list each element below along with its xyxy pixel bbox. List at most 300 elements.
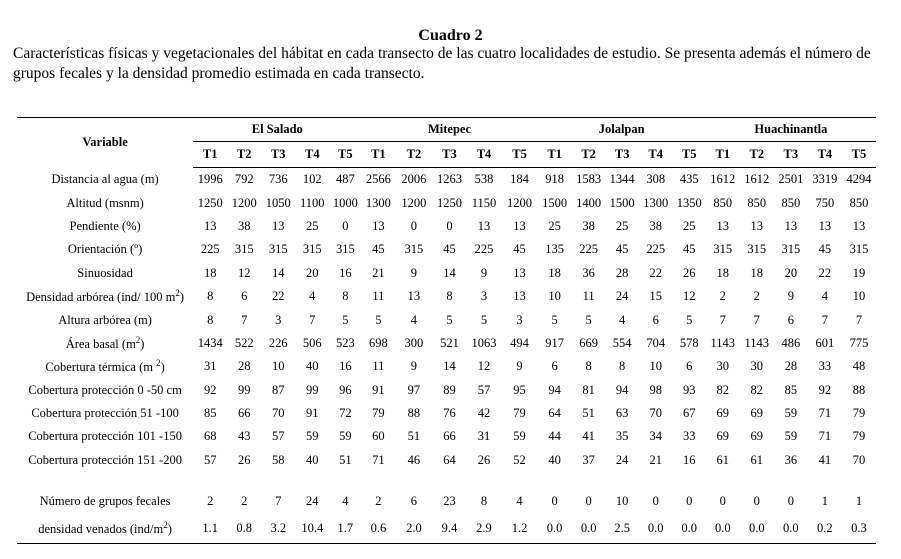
table-cell: 25 [682, 218, 696, 233]
table-cell: 71 [372, 452, 385, 467]
table-cell: 315 [781, 242, 801, 257]
table-cell: 45 [372, 242, 385, 257]
row-label-text: Altura arbórea (m) [58, 312, 152, 327]
transect-header: T2 [227, 142, 261, 168]
table-cell: 3319 [812, 172, 838, 187]
table-cell: 9 [516, 359, 523, 374]
transect-header: T5 [673, 142, 706, 168]
table-cell: 850 [849, 195, 869, 210]
table-cell: 225 [474, 242, 494, 257]
table-cell: 521 [440, 335, 459, 350]
unit-superscript: 2 [175, 288, 180, 299]
table-cell: 850 [713, 195, 733, 210]
table-cell: 1500 [609, 195, 635, 210]
unit-superscript: 2 [156, 358, 161, 369]
table-cell: 59 [784, 406, 798, 421]
table-cell: 315 [849, 242, 869, 257]
table-cell: 40 [306, 452, 319, 467]
table-cell: 487 [335, 172, 355, 187]
table-cell: 1150 [471, 195, 497, 210]
table-cell: 18 [203, 265, 217, 280]
table-cell: 669 [579, 335, 599, 350]
table-cell: 10 [615, 493, 629, 508]
row-label-text: Altitud (msnm) [66, 195, 144, 210]
table-cell: 88 [407, 406, 421, 421]
table-cell: 0.0 [572, 513, 606, 544]
table-cell: 2 [753, 289, 760, 304]
table-cell: 6 [652, 312, 659, 327]
table-row [17, 513, 876, 544]
table-cell: 4 [821, 289, 828, 304]
table-cell: 184 [510, 172, 529, 187]
table-cell: 4 [342, 493, 349, 508]
table-cell: 40 [306, 359, 319, 374]
table-cell: 1263 [436, 172, 462, 187]
table-cell: 24 [615, 289, 629, 304]
table-cell: 61 [716, 452, 730, 467]
table-cell: 13 [852, 218, 866, 233]
transect-header: T1 [361, 142, 395, 168]
table-cell: 25 [548, 218, 561, 233]
row-label [17, 355, 193, 378]
table-cell: 1400 [576, 195, 602, 210]
table-cell: 31 [477, 429, 491, 444]
table-cell: 64 [548, 406, 561, 421]
locality-header-row [17, 118, 876, 142]
table-cell: 72 [339, 406, 352, 421]
table-cell: 7 [821, 312, 828, 327]
table-cell: 2 [375, 493, 382, 508]
table-row [17, 168, 876, 192]
table-cell: 1500 [542, 195, 568, 210]
table-cell: 1300 [643, 195, 669, 210]
table-cell: 57 [477, 382, 491, 397]
table-cell: 13 [407, 289, 421, 304]
table-cell: 6 [686, 359, 693, 374]
table-cell: 1 [821, 493, 828, 508]
row-label-text: Cobertura protección 0 -50 cm [28, 382, 182, 397]
table-cell: 45 [513, 242, 526, 257]
table-cell: 69 [750, 406, 764, 421]
row-label [17, 332, 193, 355]
table-cell: 315 [404, 242, 424, 257]
table-cell: 23 [443, 493, 456, 508]
table-cell: 21 [649, 452, 662, 467]
table-cell: 538 [474, 172, 494, 187]
row-label [17, 308, 193, 331]
table-cell: 68 [203, 429, 217, 444]
table-cell: 13 [372, 218, 385, 233]
transect-header: T5 [842, 142, 876, 168]
table-cell: 13 [477, 218, 491, 233]
table-cell: 300 [404, 335, 424, 350]
locality-header: Mitepec [361, 118, 537, 142]
table-cell: 2.5 [606, 513, 639, 544]
table-cell: 315 [302, 242, 322, 257]
table-cell: 36 [784, 452, 798, 467]
table-cell: 14 [272, 265, 285, 280]
table-cell: 28 [615, 265, 629, 280]
table-cell: 11 [372, 289, 385, 304]
table-cell: 8 [342, 289, 349, 304]
table-cell: 40 [548, 452, 561, 467]
table-cell: 51 [407, 429, 421, 444]
table-cell: 48 [852, 359, 866, 374]
table-cell: 1200 [231, 195, 257, 210]
table-cell: 38 [237, 218, 251, 233]
table-cell: 13 [818, 218, 832, 233]
locality-header: Jolalpan [538, 118, 706, 142]
table-cell: 102 [302, 172, 322, 187]
table-cell: 9.4 [432, 513, 466, 544]
table-cell: 494 [510, 335, 529, 350]
table-cell: 20 [784, 265, 798, 280]
table-cell: 601 [815, 335, 835, 350]
transect-header: T5 [502, 142, 538, 168]
row-label-suffix: ) [140, 337, 145, 351]
table-row [17, 402, 876, 425]
table-cell: 10.4 [295, 513, 329, 544]
table-cell: 76 [443, 406, 456, 421]
table-cell: 79 [852, 406, 866, 421]
table-cell: 0.0 [673, 513, 706, 544]
table-cell: 5 [585, 312, 592, 327]
table-cell: 79 [852, 429, 866, 444]
table-cell: 1100 [300, 195, 325, 210]
table-cell: 0.6 [361, 513, 395, 544]
table-cell: 10 [272, 359, 285, 374]
table-cell: 37 [582, 452, 595, 467]
table-cell: 51 [582, 406, 595, 421]
row-label [17, 285, 193, 308]
table-cell: 26 [682, 265, 696, 280]
table-cell: 99 [306, 382, 319, 397]
table-cell: 59 [513, 429, 526, 444]
table-cell: 315 [713, 242, 733, 257]
table-cell: 2006 [401, 172, 427, 187]
table-cell: 12 [237, 265, 251, 280]
table-cell: 11 [372, 359, 385, 374]
row-label [17, 513, 193, 544]
table-cell: 4 [410, 312, 418, 327]
table-cell: 10 [852, 289, 866, 304]
transect-header: T4 [808, 142, 842, 168]
row-label [17, 379, 193, 402]
table-cell: 12 [477, 359, 491, 374]
table-cell: 1.1 [193, 513, 227, 544]
table-cell: 71 [818, 429, 832, 444]
table-cell: 486 [781, 335, 801, 350]
table-cell: 0 [787, 493, 794, 508]
table-cell: 25 [615, 218, 629, 233]
row-label-text: Área basal (m [65, 337, 136, 351]
table-cell: 5 [686, 312, 693, 327]
table-cell: 4 [309, 289, 316, 304]
table-cell: 1612 [744, 172, 770, 187]
table-cell: 1143 [710, 335, 736, 350]
table-cell: 52 [513, 452, 526, 467]
table-cell: 81 [582, 382, 595, 397]
table-cell: 5 [446, 312, 453, 327]
table-cell: 13 [513, 218, 526, 233]
table-cell: 0 [719, 493, 726, 508]
table-cell: 42 [477, 406, 491, 421]
table-cell: 7 [719, 312, 726, 327]
table-cell: 5 [342, 312, 349, 327]
table-cell: 0 [686, 493, 693, 508]
row-label-text: Cobertura protección 101 -150 [28, 429, 182, 444]
row-label [17, 262, 193, 285]
row-label-suffix: ) [167, 521, 172, 536]
table-cell: 57 [203, 452, 217, 467]
table-cell: 24 [615, 452, 629, 467]
row-label [17, 489, 193, 513]
table-cell: 1 [855, 493, 863, 508]
table-cell: 43 [237, 429, 251, 444]
table-cell: 92 [818, 382, 832, 397]
table-cell: 4 [619, 312, 626, 327]
table-cell: 95 [513, 382, 526, 397]
table-row [17, 489, 876, 513]
table-cell: 1.2 [502, 513, 538, 544]
transect-header: T2 [572, 142, 606, 168]
table-cell: 1583 [576, 172, 602, 187]
table-cell: 12 [682, 289, 696, 304]
table-row [17, 355, 876, 378]
table-cell: 33 [682, 429, 696, 444]
table-cell: 10 [649, 359, 662, 374]
table-cell: 35 [615, 429, 629, 444]
table-cell: 89 [443, 382, 456, 397]
table-cell: 704 [646, 335, 666, 350]
table-cell: 698 [369, 335, 388, 350]
table-cell: 13 [203, 218, 217, 233]
table-cell: 315 [234, 242, 254, 257]
locality-header: El Salado [193, 118, 361, 142]
table-cell: 0.0 [774, 513, 808, 544]
table-cell: 94 [615, 382, 629, 397]
table-cell: 9 [480, 265, 488, 280]
table-cell: 82 [716, 382, 730, 397]
row-label-text: Distancia al agua (m) [51, 171, 159, 186]
table-cell: 2 [207, 493, 214, 508]
table-cell: 10 [548, 289, 561, 304]
table-cell: 26 [237, 452, 251, 467]
table-cell: 92 [203, 382, 217, 397]
table-cell: 775 [849, 335, 869, 350]
transect-header: T3 [261, 142, 295, 168]
table-cell: 59 [784, 429, 798, 444]
table-cell: 850 [747, 195, 767, 210]
row-label-text: densidad venados (ind/m [38, 521, 164, 536]
table-cell: 34 [649, 429, 662, 444]
table-cell: 45 [682, 242, 696, 257]
table-cell: 8 [480, 493, 488, 508]
table-cell: 58 [272, 452, 285, 467]
table-cell: 60 [372, 429, 385, 444]
table-cell: 30 [750, 359, 764, 374]
table-cell: 46 [407, 452, 421, 467]
table-cell: 578 [679, 335, 699, 350]
row-label-suffix: ) [179, 290, 185, 305]
table-cell: 1143 [744, 335, 770, 350]
table-cell: 1350 [676, 195, 702, 210]
table-cell: 0.8 [227, 513, 261, 544]
table-cell: 9 [410, 359, 418, 374]
table-cell: 2 [719, 289, 726, 304]
table-cell: 70 [272, 406, 285, 421]
table-cell: 66 [237, 406, 251, 421]
table-cell: 98 [649, 382, 662, 397]
table-cell: 45 [443, 242, 456, 257]
table-cell: 8 [446, 289, 453, 304]
unit-superscript: 2 [163, 519, 168, 530]
table-cell: 85 [784, 382, 798, 397]
table-cell: 1612 [710, 172, 736, 187]
table-cell: 13 [784, 218, 798, 233]
table-cell: 1250 [436, 195, 462, 210]
table-cell: 1200 [507, 195, 533, 210]
table-cell: 13 [513, 265, 526, 280]
table-cell: 225 [579, 242, 599, 257]
table-cell: 1250 [197, 195, 223, 210]
table-cell: 0.0 [639, 513, 673, 544]
table-cell: 315 [747, 242, 767, 257]
table-cell: 506 [302, 335, 322, 350]
table-cell: 7 [241, 312, 248, 327]
table-cell: 4 [516, 493, 523, 508]
table-cell: 25 [306, 218, 319, 233]
table-cell: 26 [477, 452, 491, 467]
table-cell: 97 [407, 382, 421, 397]
table-cell: 7 [275, 493, 282, 508]
table-cell: 6 [410, 493, 418, 508]
table-cell: 0.2 [808, 513, 842, 544]
table-cell: 18 [750, 265, 764, 280]
table-cell: 71 [818, 406, 832, 421]
table-cell: 69 [716, 406, 730, 421]
table-cell: 24 [306, 493, 319, 508]
transect-header: T3 [774, 142, 808, 168]
table-cell: 59 [339, 429, 352, 444]
table-row [17, 379, 876, 402]
table-cell: 8 [207, 289, 214, 304]
table-cell: 14 [443, 359, 456, 374]
table-cell: 2 [241, 493, 248, 508]
table-cell: 45 [818, 242, 832, 257]
table-cell: 59 [306, 429, 319, 444]
table-cell: 0 [753, 493, 760, 508]
table-cell: 135 [545, 242, 564, 257]
table-row [17, 425, 876, 448]
table-cell: 31 [203, 359, 217, 374]
table-cell: 1996 [197, 172, 223, 187]
table-cell: 22 [818, 265, 832, 280]
unit-superscript: 2 [135, 334, 141, 345]
table-row [17, 238, 876, 261]
table-cell: 792 [234, 172, 254, 187]
table-cell: 16 [339, 359, 352, 374]
table-cell: 70 [649, 406, 662, 421]
table-cell: 57 [272, 429, 285, 444]
table-cell: 38 [649, 218, 662, 233]
table-row [17, 308, 876, 331]
table-cell: 2.9 [466, 513, 501, 544]
table-cell: 96 [339, 382, 352, 397]
table-cell: 1050 [265, 195, 291, 210]
spacer-cell [17, 472, 876, 489]
locality-header: Huachinantla [706, 118, 876, 142]
table-caption: Características físicas y vegetacionales del hábitat en cada transecto de las cuatro localidades de estudio. Se presenta además el número de grupos fecales y la densidad promedio estimada en cada transecto. [13, 45, 871, 82]
table-cell: 1434 [197, 335, 223, 350]
row-label [17, 168, 193, 192]
table-cell: 1344 [609, 172, 635, 187]
row-label [17, 215, 193, 238]
table-cell: 6 [241, 289, 248, 304]
transect-header: T5 [329, 142, 361, 168]
transect-header: T2 [740, 142, 774, 168]
table-cell: 15 [649, 289, 662, 304]
table-cell: 308 [646, 172, 666, 187]
table-cell: 7 [309, 312, 316, 327]
transect-header: T1 [706, 142, 740, 168]
table-cell: 225 [200, 242, 220, 257]
table-cell: 554 [612, 335, 632, 350]
table-cell: 1200 [401, 195, 427, 210]
table-cell: 8 [585, 359, 592, 374]
table-cell: 0 [342, 218, 349, 233]
table-cell: 3 [275, 312, 282, 327]
transect-header: T4 [295, 142, 329, 168]
table-cell: 0.3 [842, 513, 876, 544]
table-cell: 13 [272, 218, 285, 233]
table-cell: 88 [852, 382, 866, 397]
table-cell: 7 [855, 312, 863, 327]
table-cell: 91 [372, 382, 385, 397]
table-cell: 917 [545, 335, 564, 350]
table-cell: 63 [615, 406, 629, 421]
transect-header: T2 [395, 142, 432, 168]
table-cell: 69 [750, 429, 764, 444]
table-row [17, 262, 876, 285]
row-label-text: Cobertura protección 51 -100 [31, 406, 179, 421]
table-cell: 5 [551, 312, 558, 327]
table-cell: 225 [646, 242, 666, 257]
table-cell: 2566 [365, 172, 391, 187]
table-cell: 1.7 [329, 513, 361, 544]
table-cell: 18 [716, 265, 730, 280]
row-label [17, 402, 193, 425]
table-cell: 79 [513, 406, 526, 421]
table-cell: 61 [750, 452, 764, 467]
row-label-suffix: ) [160, 360, 165, 375]
table-cell: 0 [585, 493, 592, 508]
table-row [17, 285, 876, 308]
table-cell: 2.0 [395, 513, 432, 544]
table-cell: 28 [237, 359, 251, 374]
table-cell: 0.0 [706, 513, 740, 544]
spacer-row [17, 472, 876, 489]
row-label [17, 425, 193, 448]
table-cell: 67 [682, 406, 696, 421]
table-cell: 99 [237, 382, 251, 397]
table-cell: 21 [372, 265, 385, 280]
table-cell: 0.0 [740, 513, 774, 544]
table-cell: 750 [815, 195, 835, 210]
table-cell: 315 [268, 242, 288, 257]
table-cell: 33 [818, 359, 832, 374]
table-cell: 16 [682, 452, 696, 467]
